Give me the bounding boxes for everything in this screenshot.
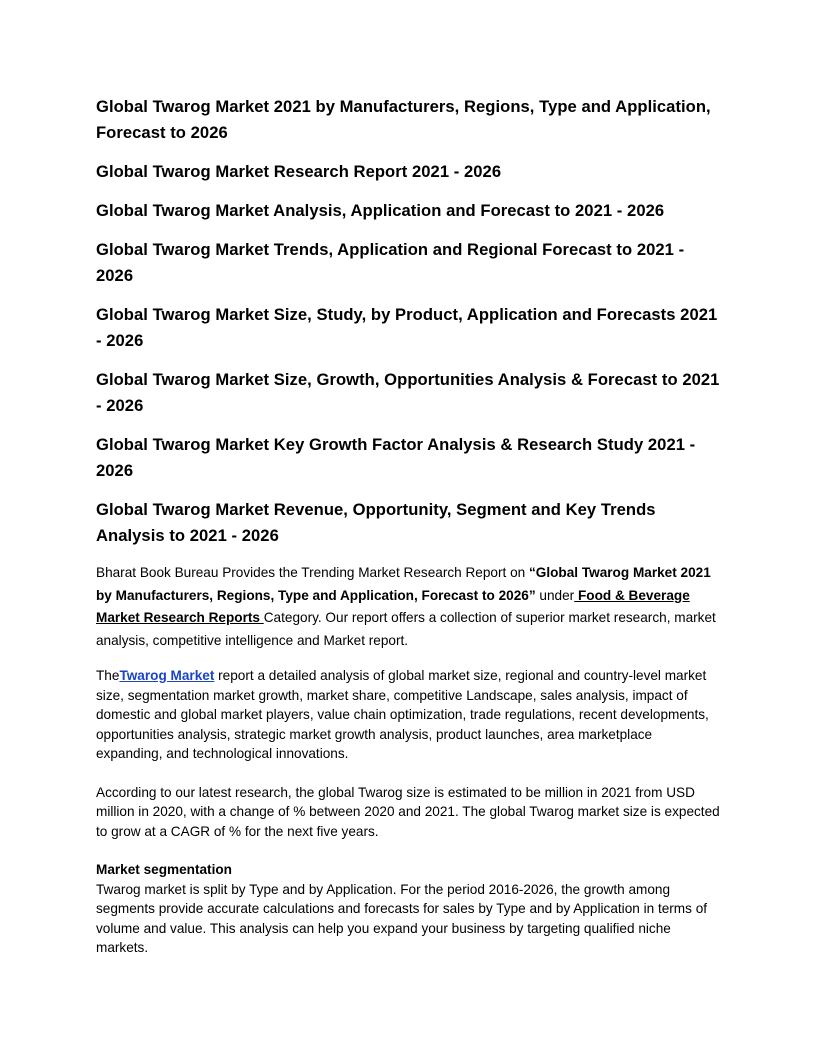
report-title-heading: Global Twarog Market Research Report 2021 - 2026 <box>96 162 502 181</box>
overview-text: report a detailed analysis of global market size, regional and country-level market size, segmentation market growth, market share, competitive Landscape, sales analysis, impact of domestic and global market players, value chain optimization, trade regulations, recent developments, opportunities analysis, strategic market growth analysis, product launches, area marketplace expanding, and technological innovations. <box>96 668 709 761</box>
category-link[interactable]: Food & Beverage Market Research Reports <box>96 587 690 625</box>
twarog-market-link[interactable]: Twarog Market <box>119 668 215 683</box>
intro-report-title: “Global Twarog Market 2021 by Manufacturers, Regions, Type and Application, Forecast to 2026” <box>96 565 711 603</box>
research-paragraph: According to our latest research, the global Twarog size is estimated to be million in 2021 from USD million in 2020, with a change of % between 2020 and 2021. The global Twarog market size is expected to grow at a CAGR of % for the next five years. <box>96 784 720 839</box>
segmentation-paragraph <box>96 860 722 958</box>
report-title-heading: Global Twarog Market 2021 by Manufacturers, Regions, Type and Application, Forecast to 2026 <box>96 97 711 142</box>
report-title-heading: Global Twarog Market Revenue, Opportunity, Segment and Key Trends Analysis to 2021 - 2026 <box>96 500 656 545</box>
report-title-heading: Global Twarog Market Key Growth Factor Analysis & Research Study 2021 - 2026 <box>96 435 696 480</box>
report-title-heading: Global Twarog Market Analysis, Application and Forecast to 2021 - 2026 <box>96 201 665 220</box>
report-title-heading: Global Twarog Market Trends, Application and Regional Forecast to 2021 - 2026 <box>96 240 685 285</box>
report-title-heading: Global Twarog Market Size, Study, by Product, Application and Forecasts 2021 - 2026 <box>96 305 718 350</box>
intro-paragraph <box>96 562 722 652</box>
intro-under: under <box>535 587 575 603</box>
report-title-heading: Global Twarog Market Size, Growth, Opportunities Analysis & Forecast to 2021 - 2026 <box>96 370 720 415</box>
intro-tail: Category. Our report offers a collection of superior market research, market analysis, competitive intelligence and Market report. <box>96 610 716 648</box>
segmentation-title: Market segmentation <box>96 862 232 877</box>
intro-lead: Bharat Book Bureau Provides the Trending Market Research Report on <box>96 565 529 580</box>
overview-paragraph <box>96 666 722 764</box>
report-title-list <box>96 94 722 549</box>
overview-prefix: The <box>96 668 120 683</box>
segmentation-text: Twarog market is split by Type and by Application. For the period 2016-2026, the growth among segments provide accurate calculations and forecasts for sales by Type and by Application in terms of volume and value. This analysis can help you expand your business by targeting qualified niche markets. <box>96 881 708 955</box>
